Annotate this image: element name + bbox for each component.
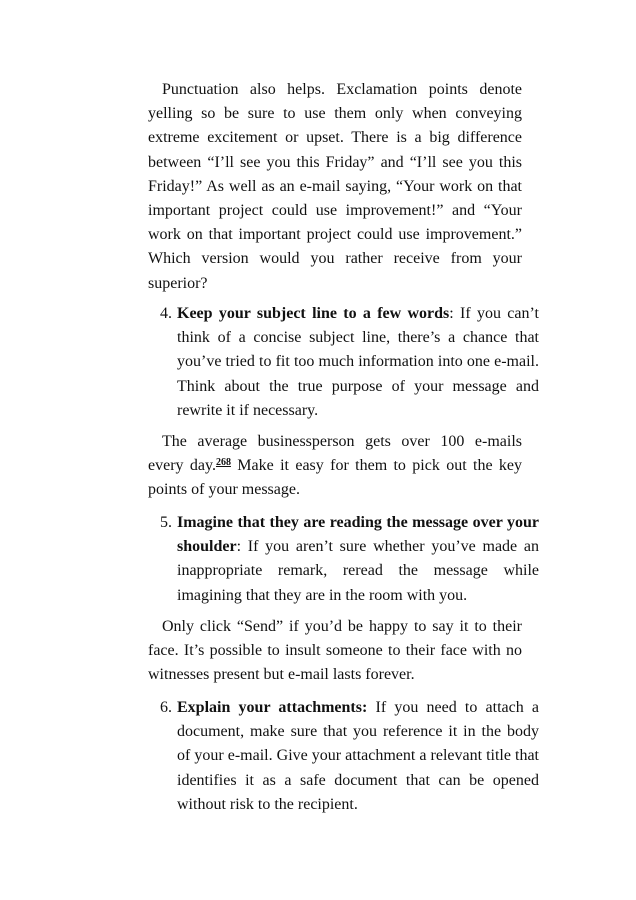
list-text: : If you aren’t sure whether you’ve made an inappropriate remark, reread the message while imagining that they are in the room with you. <box>177 538 539 604</box>
paragraph-average-businessperson <box>148 430 522 503</box>
list-number: 4. <box>160 305 172 322</box>
list-item-5 <box>160 511 539 608</box>
list-number: 5. <box>160 514 172 531</box>
list-text: If you need to attach a document, make sure that you reference it in the body of your e-mail. Give your attachment a relevant title that identifies it as a safe document that can be opened without risk to the recipient. <box>177 699 540 813</box>
list-term: Keep your subject line to a few words <box>177 305 450 322</box>
list-term: Explain your attachments: <box>177 699 368 716</box>
paragraph-text: Make it easy for them to pick out the key points of your message. <box>148 457 523 499</box>
paragraph-text: The average businessperson gets over 100 e-mails every day. <box>148 433 522 475</box>
list-term: Imagine that they are reading the message over your shoulder <box>177 514 539 556</box>
footnote-ref[interactable]: 268 <box>215 457 231 469</box>
list-item-4 <box>160 302 539 423</box>
paragraph-only-click-send: Only click “Send” if you’d be happy to say it to their face. It’s possible to insult someone to their face with no witnesses present but e-mail lasts forever. <box>148 618 522 684</box>
list-item-6 <box>160 696 539 817</box>
list-text: : If you can’t think of a concise subject line, there’s a chance that you’ve tried to fit too much information into one e-mail. Think about the true purpose of your message and rewrite it if necessary. <box>177 305 539 419</box>
paragraph-punctuation: Punctuation also helps. Exclamation points denote yelling so be sure to use them only when conveying extreme excitement or upset. There is a big difference between “I’ll see you this Friday” and “I’ll see you this Friday!” As well as an e-mail saying, “Your work on that important project could use improvement!” and “Your work on that important project could use improvement.” Which version would you rather receive from your superior? <box>148 81 522 292</box>
list-number: 6. <box>160 699 172 716</box>
